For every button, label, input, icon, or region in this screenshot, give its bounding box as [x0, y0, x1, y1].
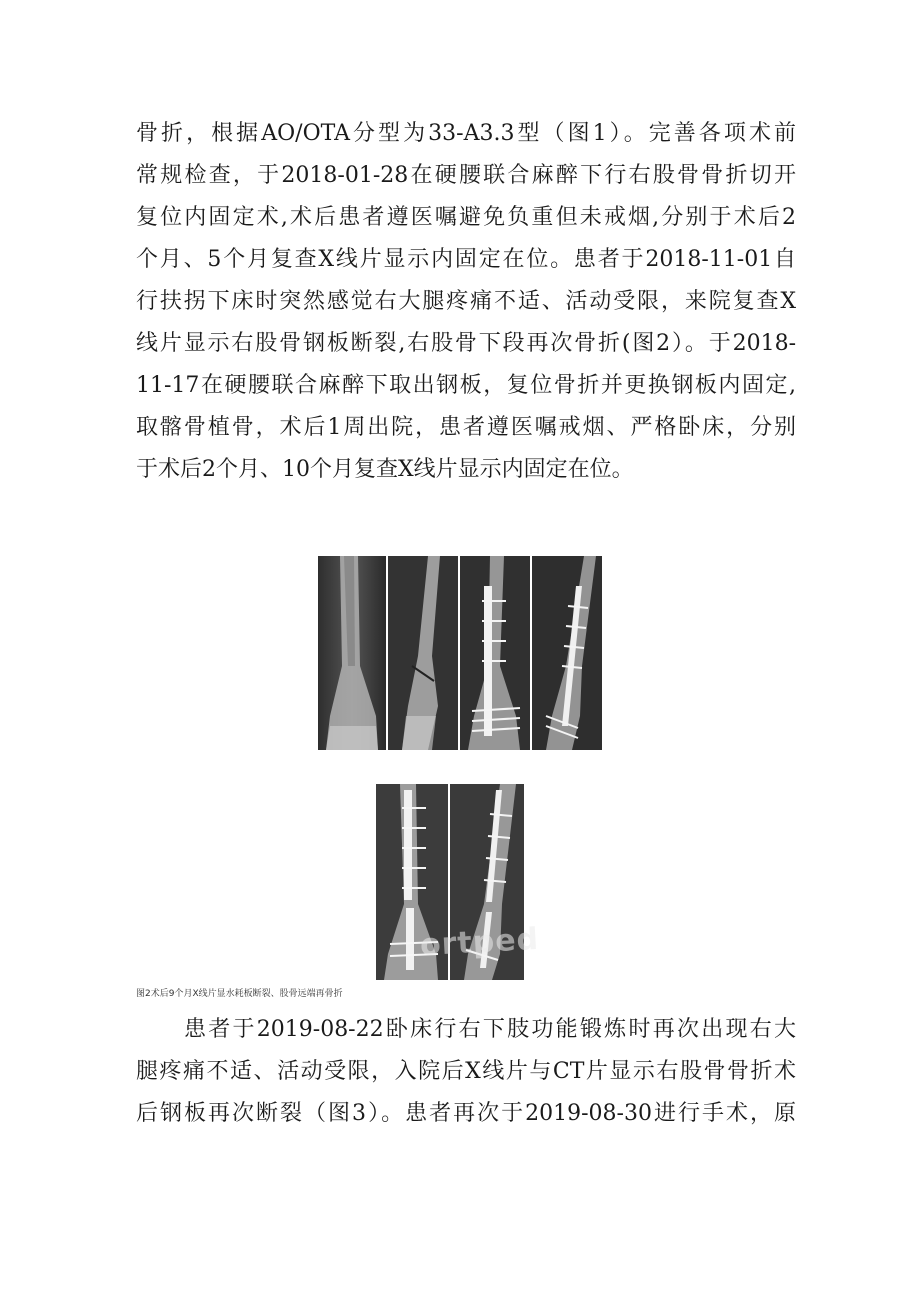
text-line: 患者于2019-08-22卧床行右下肢功能锻炼时再次出现右大	[184, 1017, 796, 1042]
text-line: 11-17在硬腰联合麻醉下取出钢板，复位骨折并更换钢板内固定,	[136, 373, 796, 398]
text-line: 行扶拐下床时突然感觉右大腿疼痛不适、活动受限，来院复查X	[136, 289, 796, 314]
text-line: 骨折，根据AO/OTA分型为33-A3.3型（图1）。完善各项术前	[136, 121, 796, 146]
xray-image-4	[532, 556, 602, 750]
text-line: 常规检查，于2018-01-28在硬腰联合麻醉下行右股骨骨折切开	[136, 163, 796, 188]
figure-caption: 图2术后9个月X线片显水耗板断裂、股骨远端再骨折	[136, 989, 343, 999]
watermark-logo: ortped	[419, 921, 540, 964]
xray-image-2	[388, 556, 458, 750]
xray-image-1	[318, 556, 386, 750]
text-line: 取髂骨植骨，术后1周出院，患者遵医嘱戒烟、严格卧床，分别	[136, 415, 796, 440]
text-line: 线片显示右股骨钢板断裂,右股骨下段再次骨折(图2）。于2018-	[136, 331, 796, 356]
text-line: 后钢板再次断裂（图3）。患者再次于2019-08-30进行手术，原	[136, 1101, 796, 1126]
paragraph-2	[136, 1009, 796, 1135]
text-line: 个月、5个月复查X线片显示内固定在位。患者于2018-11-01自	[136, 247, 796, 272]
text-line: 复位内固定术,术后患者遵医嘱避免负重但未戒烟,分别于术后2	[136, 205, 796, 230]
text-line: 腿疼痛不适、活动受限，入院后X线片与CT片显示右股骨骨折术	[136, 1059, 796, 1084]
text-line: 于术后2个月、10个月复查X线片显示内固定在位。	[136, 457, 634, 482]
xray-image-3	[460, 556, 530, 750]
paragraph-1	[136, 113, 796, 491]
